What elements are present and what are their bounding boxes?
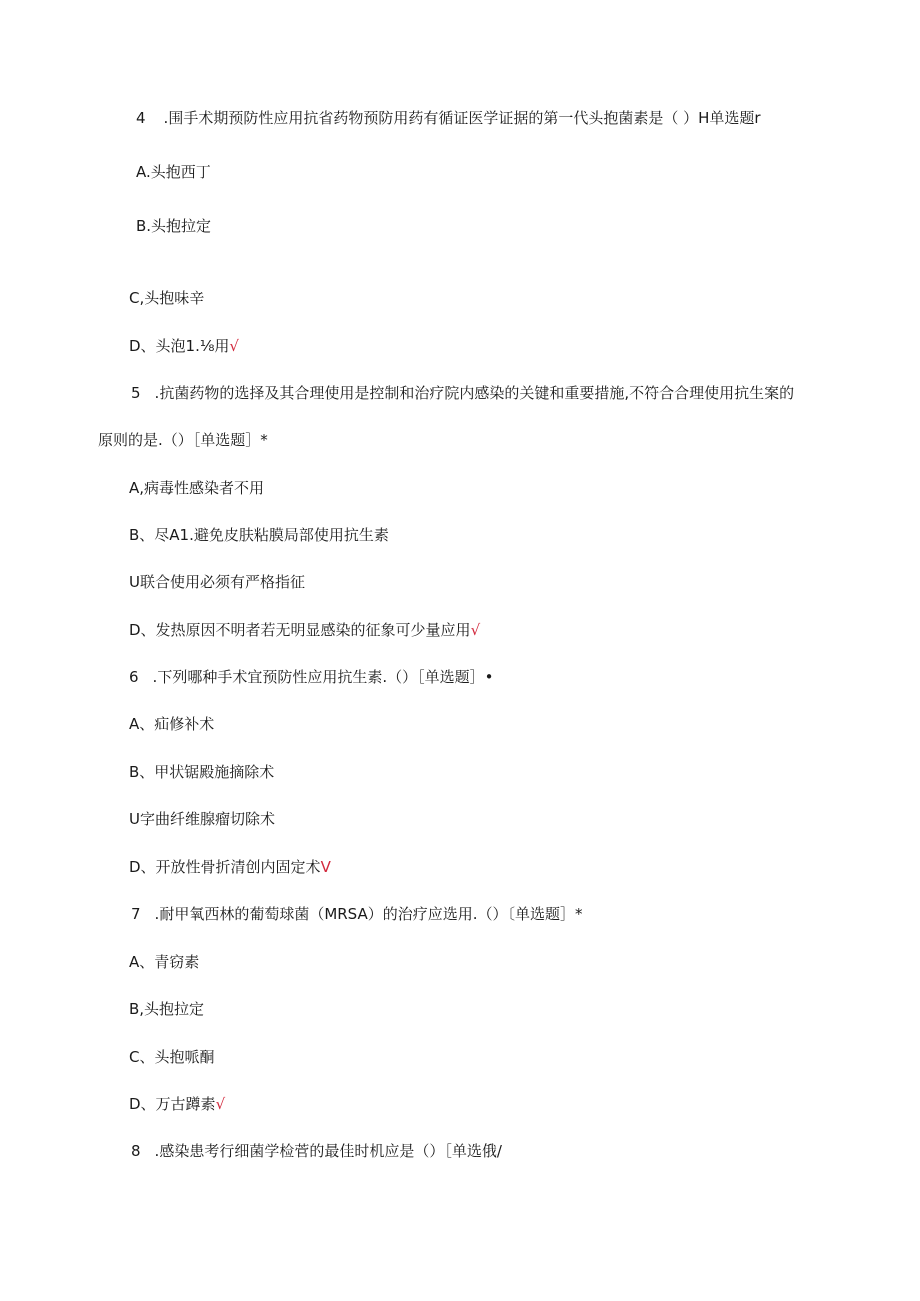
option-label: A、青窃素: [129, 953, 200, 971]
option-5c[interactable]: [129, 572, 305, 592]
option-label: A、疝修补术: [129, 715, 215, 733]
question-text-continued: 原则的是.（）［单选题］*: [98, 431, 268, 449]
answer-check-icon: √: [215, 1095, 226, 1113]
option-4d[interactable]: [129, 336, 239, 356]
option-7a[interactable]: [129, 952, 199, 972]
option-label: B,头抱拉定: [129, 1000, 205, 1018]
option-6d[interactable]: [129, 857, 331, 877]
option-label: D、万古蹲素: [129, 1095, 216, 1113]
question-4: [136, 108, 761, 128]
option-label: B、尽A1.避免皮肤粘膜局部使用抗生素: [129, 526, 389, 544]
question-number: 4: [136, 109, 146, 127]
option-label: C、头抱哌酮: [129, 1048, 215, 1066]
option-label: B.头抱拉定: [136, 217, 212, 235]
answer-check-icon: V: [320, 858, 331, 876]
question-text: .抗菌药物的选择及其合理使用是控制和治疗院内感染的关键和重要措施,不符合合理使用抗生案的: [154, 384, 795, 402]
option-6a[interactable]: [129, 714, 214, 734]
question-7: [131, 904, 583, 924]
question-6: [129, 667, 493, 687]
option-6c[interactable]: [129, 809, 275, 829]
option-6b[interactable]: [129, 762, 274, 782]
option-4a[interactable]: [136, 162, 211, 182]
question-text: .耐甲氧西林的葡萄球菌（MRSA）的治疗应选用.（）〔单选题］*: [154, 905, 583, 923]
option-label: D、开放性骨折清创内固定术: [129, 858, 321, 876]
option-label: C,头抱味辛: [129, 289, 205, 307]
option-label: A.头抱西丁: [136, 163, 211, 181]
question-text: .下列哪种手术宜预防性应用抗生素.（）［单选题］•: [152, 668, 494, 686]
option-label: A,病毒性感染者不用: [129, 479, 265, 497]
option-5d[interactable]: [129, 620, 480, 640]
question-8: [131, 1141, 502, 1161]
question-text: .感染患考行细菌学检菅的最佳时机应是（）［单选俄/: [154, 1142, 502, 1160]
option-7b[interactable]: [129, 999, 204, 1019]
option-4c[interactable]: [129, 288, 204, 308]
option-label: B、甲状锯殿施摘除术: [129, 763, 275, 781]
question-5: [131, 383, 794, 403]
question-text: .围手术期预防性应用抗省药物预防用药有循证医学证据的第一代头抱菌素是（ ）H单选题r: [163, 109, 761, 127]
question-number: 8: [131, 1142, 141, 1160]
option-label: D、头泡1.⅛用: [129, 337, 230, 355]
question-5-continued: [98, 430, 268, 450]
option-5b[interactable]: [129, 525, 389, 545]
option-4b[interactable]: [136, 216, 211, 236]
option-7c[interactable]: [129, 1047, 214, 1067]
option-5a[interactable]: [129, 478, 264, 498]
answer-check-icon: √: [229, 337, 239, 355]
option-label: U联合使用必须有严格指征: [129, 573, 305, 591]
option-label: D、发热原因不明者若无明显感染的征象可少量应用: [129, 621, 471, 639]
answer-check-icon: √: [470, 621, 481, 639]
question-number: 6: [129, 668, 139, 686]
option-7d[interactable]: [129, 1094, 225, 1114]
question-number: 5: [131, 384, 141, 402]
question-number: 7: [131, 905, 141, 923]
option-label: U字曲纤维腺瘤切除术: [129, 810, 275, 828]
